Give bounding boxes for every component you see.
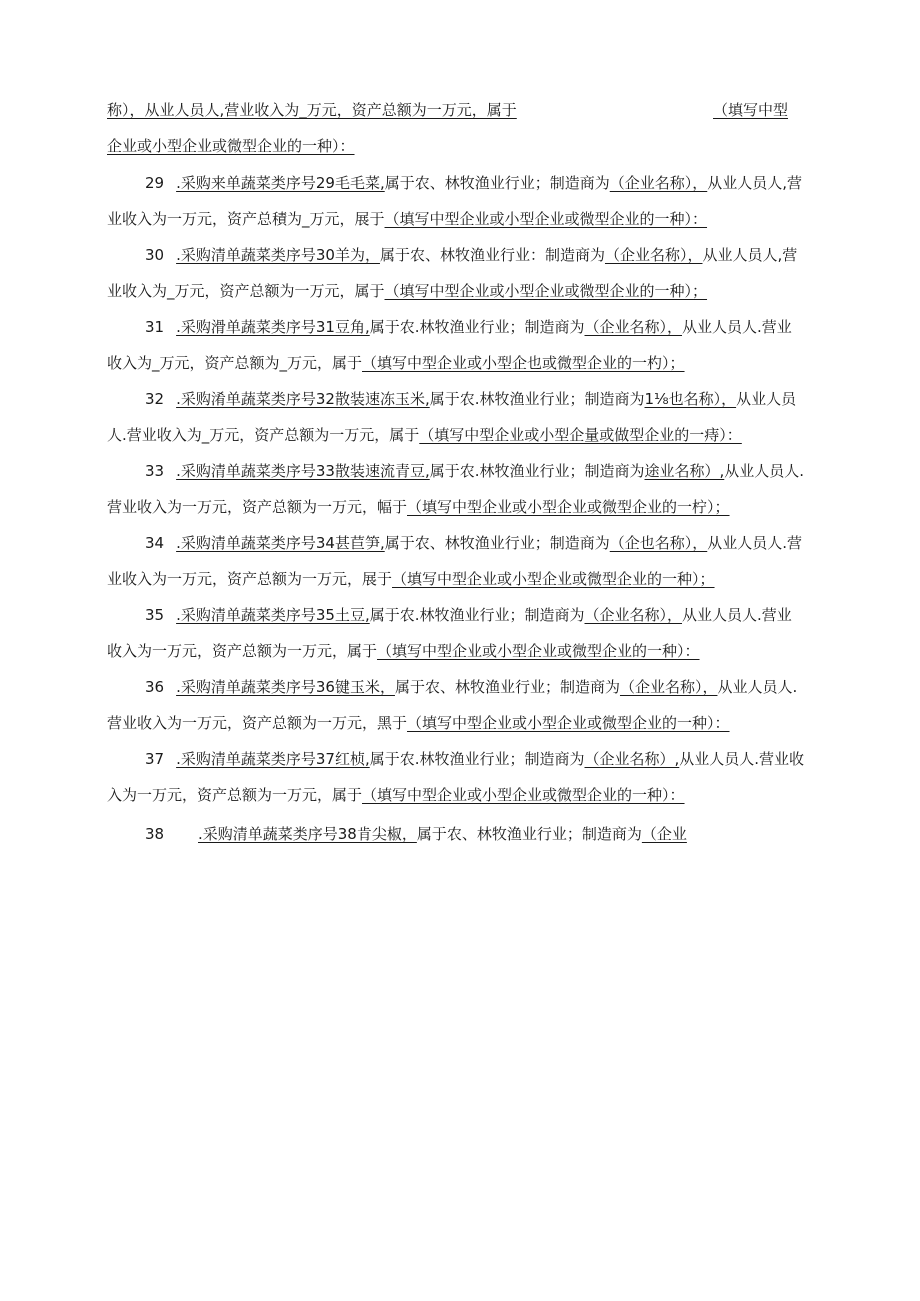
item-number: 34 (145, 534, 165, 552)
item-title: .采购清单蔬菜类序号38肯尖椒， (198, 825, 417, 843)
item-line-2 (107, 712, 730, 734)
item-revenue: 营业收入为一万元，资产总额为一万元，幅于 (107, 498, 408, 516)
item-industry: 属于农.林牧渔业行业；制造商为 (369, 606, 585, 624)
item-company-blank: （企业名称）， (609, 174, 708, 192)
item-line-1 (145, 676, 797, 698)
item-line-2 (107, 424, 742, 446)
item-line-2 (107, 280, 707, 302)
item-revenue: 业收入为一万元，资产总積为_万元，展于 (107, 210, 385, 228)
item-enterprise-type-blank: （填写中型企业或小型企业或微型企业的一种）； (384, 282, 708, 300)
item-line-1 (145, 172, 802, 194)
item-title: .采购清单蔬菜类序号30羊为， (176, 246, 380, 264)
item-title: .采购清单蔬菜类序号33散装速流青豆, (176, 462, 430, 480)
item-number: 30 (145, 246, 165, 264)
item-number: 38 (145, 825, 165, 843)
item-industry: 属于农、林牧渔业行业；制造商为 (384, 174, 610, 192)
item-title: .采购清单蔬菜类序号34甚苣笋, (176, 534, 385, 552)
item-38-line-1 (145, 823, 164, 845)
item-revenue: 业收入为一万元，资产总额为一万元，展于 (107, 570, 393, 588)
item-staff: 从业人员人.营 (707, 534, 803, 552)
intro-line-1 (107, 99, 517, 121)
item-industry: 属于农、林牧渔业行业；制造商为 (416, 825, 642, 843)
item-revenue: 收入为_万元，资产总额为_万元，属于 (107, 354, 363, 372)
item-industry: 属于农.林牧渔业行业；制造商为 (429, 390, 645, 408)
item-number: 32 (145, 390, 165, 408)
item-staff: 从业人员人.营业 (682, 606, 792, 624)
item-number: 29 (145, 174, 165, 192)
item-number: 33 (145, 462, 165, 480)
item-title: .采购清单蔬菜类序号36键玉米， (176, 678, 395, 696)
item-enterprise-type-blank: （填写中型企业或小型企业或微型企业的一种）： (384, 210, 708, 228)
item-title: .采购清单蔬菜类序号37红桢, (176, 750, 370, 768)
item-staff: 从业人员 (736, 390, 797, 408)
item-title: .采购滑单蔬菜类序号31豆角, (176, 318, 370, 336)
item-line-1 (145, 532, 802, 554)
item-company-blank: 途业名称）, (644, 462, 725, 480)
item-revenue: 收入为一万元，资产总额为一万元，属于 (107, 642, 378, 660)
item-industry: 属于农.林牧渔业行业；制造商为 (369, 318, 585, 336)
item-line-2 (107, 568, 715, 590)
item-industry: 属于农、林牧渔业行业；制造商为 (384, 534, 610, 552)
item-line-2 (107, 640, 700, 662)
item-company-blank: 1⅛也名称）， (644, 390, 737, 408)
item-company-blank: （企也名称）， (609, 534, 708, 552)
intro-text-2: 企业或小型企业或微型企业的一种）： (107, 137, 355, 155)
item-revenue: 营业收入为一万元，资产总额为一万元，黑于 (107, 714, 408, 732)
item-staff: 从业人员人,营 (702, 246, 798, 264)
item-staff: 从业人员人,营 (707, 174, 803, 192)
item-revenue: 人.营业收入为_万元，资产总额为一万元，属于 (107, 426, 420, 444)
intro-text-1: 称），从业人员人,营业收入为_万元，资产总额为一万元，属于 (107, 101, 517, 119)
item-company-blank: （企业名称）, (584, 750, 680, 768)
item-line-1 (145, 388, 796, 410)
item-revenue: 入为一万元，资产总额为一万元，属于 (107, 786, 363, 804)
item-line-1 (145, 316, 792, 338)
item-industry: 属于农、林牧渔业行业；制造商为 (394, 678, 620, 696)
item-number: 35 (145, 606, 165, 624)
item-enterprise-type-blank: （填写中型企业或小型企业或微型企业的一柠）； (407, 498, 730, 516)
item-company-blank: （企业名称）， (584, 318, 683, 336)
item-number: 37 (145, 750, 165, 768)
item-staff: 从业人员人.营业收 (679, 750, 805, 768)
item-line-1 (145, 748, 804, 770)
item-revenue: 业收入为_万元，资产总额为一万元，属于 (107, 282, 385, 300)
item-enterprise-type-blank: （填写中型企业或小型企业或微型企业的一种）： (407, 714, 730, 732)
item-38-content (198, 823, 687, 845)
item-line-1 (145, 460, 804, 482)
item-enterprise-type-blank: （填写中型企业或小型企业或微型企业的一种）： (362, 786, 685, 804)
item-line-1 (145, 244, 797, 266)
item-enterprise-type-blank: （填写中型企业或小型企量或做型企业的一痔）： (419, 426, 742, 444)
item-title: .采购清单蔬菜类序号35土豆, (176, 606, 370, 624)
item-industry: 属于农.林牧渔业行业；制造商为 (429, 462, 645, 480)
item-staff: 从业人员人.营业 (682, 318, 792, 336)
item-company-blank: （企业 (641, 825, 687, 843)
item-number: 31 (145, 318, 165, 336)
item-staff: 从业人员人. (724, 462, 805, 480)
item-line-2 (107, 784, 685, 806)
intro-text-1b: （填写中型 (713, 101, 789, 119)
item-company-blank: （企业名称）， (604, 246, 703, 264)
item-number: 36 (145, 678, 165, 696)
item-title: .采购来单蔬菜类序号29毛毛菜, (176, 174, 385, 192)
item-line-2 (107, 496, 730, 518)
item-line-1 (145, 604, 792, 626)
item-company-blank: （企业名称）， (584, 606, 683, 624)
item-enterprise-type-blank: （填写中型企业或小型企也或微型企业的一杓）； (362, 354, 685, 372)
item-enterprise-type-blank: （填写中型企业或小型企业或微型企业的一种）： (377, 642, 700, 660)
item-staff: 从业人员人. (717, 678, 798, 696)
item-company-blank: （企业名称）， (619, 678, 718, 696)
intro-fill-hint (713, 99, 788, 121)
item-industry: 属于农、林牧渔业行业：制造商为 (379, 246, 605, 264)
intro-line-2 (107, 135, 355, 157)
item-enterprise-type-blank: （填写中型企业或小型企业或微型企业的一种）； (392, 570, 715, 588)
item-line-2 (107, 208, 707, 230)
item-title: .采购淆单蔬菜类序号32散装速冻玉米, (176, 390, 430, 408)
item-industry: 属于农.林牧渔业行业；制造商为 (369, 750, 585, 768)
item-line-2 (107, 352, 685, 374)
